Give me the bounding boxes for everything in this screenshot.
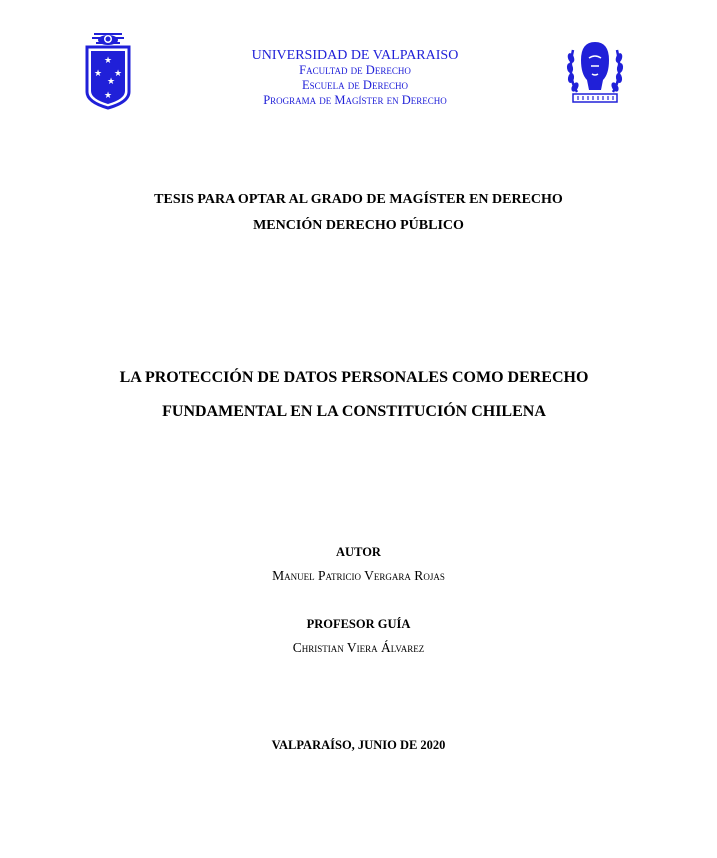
thesis-type-line-1: TESIS PARA OPTAR AL GRADO DE MAGÍSTER EN DERECHO: [154, 192, 563, 207]
thesis-title: [0, 361, 708, 429]
svg-text:★: ★: [106, 77, 116, 87]
institution-header: [170, 48, 540, 108]
author-label: AUTOR: [336, 545, 381, 559]
svg-text:★: ★: [93, 69, 103, 79]
advisor-name: Christian Viera Álvarez: [292, 640, 425, 655]
school-name: Escuela de Derecho: [302, 78, 408, 92]
university-shield-logo: [84, 30, 132, 110]
thesis-title-line-2: FUNDAMENTAL EN LA CONSTITUCIÓN CHILENA: [162, 403, 546, 420]
svg-text:★: ★: [113, 69, 123, 79]
thesis-title-line-1: LA PROTECCIÓN DE DATOS PERSONALES COMO DERECHO: [119, 369, 589, 386]
program-name: Programa de Magíster en Derecho: [263, 93, 447, 107]
thesis-type-line-2: MENCIÓN DERECHO PÚBLICO: [253, 218, 464, 233]
svg-text:★: ★: [103, 56, 113, 66]
thesis-type: [0, 187, 717, 239]
author-name: Manuel Patricio Vergara Rojas: [272, 568, 445, 583]
place-date: VALPARAÍSO, JUNIO DE 2020: [271, 738, 446, 752]
svg-text:★: ★: [103, 91, 113, 101]
university-name: UNIVERSIDAD DE VALPARAISO: [251, 48, 459, 63]
law-school-seal-logo: [565, 36, 625, 106]
advisor-label: PROFESOR GUÍA: [306, 617, 411, 631]
faculty-name: Facultad de Derecho: [299, 63, 411, 77]
